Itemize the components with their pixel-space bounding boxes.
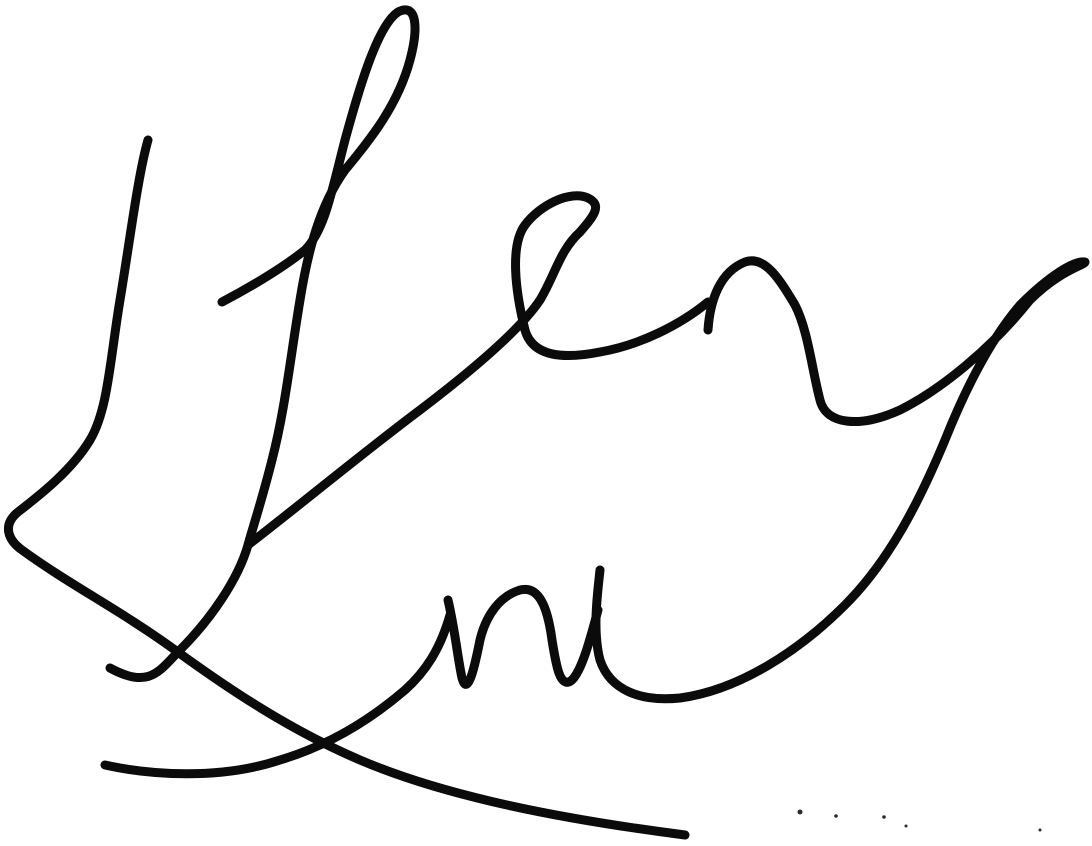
ink-speck xyxy=(905,825,908,828)
ink-speck xyxy=(882,815,886,819)
signature-stroke-tall-loop xyxy=(110,10,415,678)
ink-speck xyxy=(834,814,838,818)
signature-stroke-diagonal-e xyxy=(248,196,708,545)
signature-stroke-lower-m xyxy=(448,589,598,684)
ink-speck xyxy=(1039,829,1042,832)
ink-speck xyxy=(798,810,803,815)
